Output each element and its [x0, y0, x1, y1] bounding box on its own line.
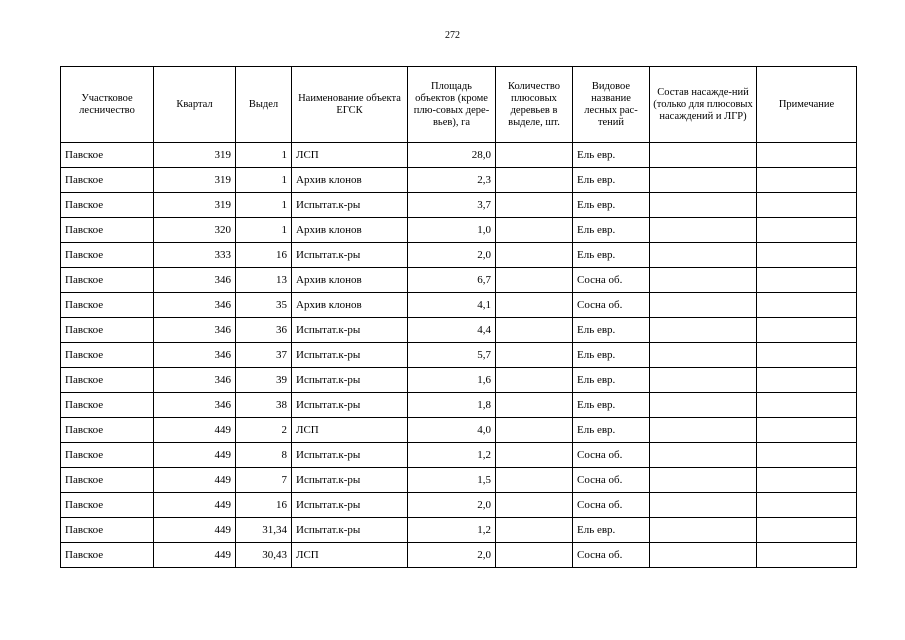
forest-objects-table: [60, 66, 857, 568]
table-row: [61, 268, 857, 293]
cell-district: Павское: [61, 168, 154, 193]
cell-composition: [650, 268, 757, 293]
table-row: [61, 468, 857, 493]
cell-quarter: 449: [154, 493, 236, 518]
cell-section: 7: [236, 468, 292, 493]
cell-area: 3,7: [408, 193, 496, 218]
cell-district: Павское: [61, 268, 154, 293]
cell-composition: [650, 193, 757, 218]
cell-district: Павское: [61, 518, 154, 543]
cell-composition: [650, 543, 757, 568]
cell-section: 16: [236, 243, 292, 268]
header-object-name: Наименование объекта ЕГСК: [292, 67, 408, 143]
cell-composition: [650, 143, 757, 168]
cell-tree-count: [496, 193, 573, 218]
cell-note: [757, 418, 857, 443]
cell-species: Ель евр.: [573, 343, 650, 368]
cell-composition: [650, 468, 757, 493]
cell-tree-count: [496, 418, 573, 443]
cell-quarter: 319: [154, 143, 236, 168]
cell-note: [757, 243, 857, 268]
cell-quarter: 449: [154, 443, 236, 468]
cell-tree-count: [496, 393, 573, 418]
cell-composition: [650, 418, 757, 443]
cell-quarter: 449: [154, 468, 236, 493]
cell-area: 6,7: [408, 268, 496, 293]
cell-section: 13: [236, 268, 292, 293]
cell-species: Сосна об.: [573, 268, 650, 293]
header-district: Участковое лесничество: [61, 67, 154, 143]
cell-species: Ель евр.: [573, 168, 650, 193]
cell-note: [757, 293, 857, 318]
cell-species: Сосна об.: [573, 543, 650, 568]
cell-tree-count: [496, 368, 573, 393]
cell-quarter: 319: [154, 193, 236, 218]
cell-composition: [650, 168, 757, 193]
cell-area: 1,5: [408, 468, 496, 493]
cell-species: Сосна об.: [573, 293, 650, 318]
cell-area: 28,0: [408, 143, 496, 168]
cell-quarter: 333: [154, 243, 236, 268]
cell-object-name: Испытат.к-ры: [292, 468, 408, 493]
cell-district: Павское: [61, 243, 154, 268]
cell-object-name: Испытат.к-ры: [292, 443, 408, 468]
header-quarter: Квартал: [154, 67, 236, 143]
cell-note: [757, 368, 857, 393]
cell-area: 1,0: [408, 218, 496, 243]
cell-object-name: Архив клонов: [292, 218, 408, 243]
header-note: Примечание: [757, 67, 857, 143]
cell-section: 36: [236, 318, 292, 343]
cell-area: 2,0: [408, 243, 496, 268]
table-header-row: [61, 67, 857, 143]
cell-composition: [650, 318, 757, 343]
cell-quarter: 346: [154, 368, 236, 393]
cell-object-name: Испытат.к-ры: [292, 243, 408, 268]
cell-section: 1: [236, 143, 292, 168]
cell-note: [757, 318, 857, 343]
cell-tree-count: [496, 293, 573, 318]
header-area: Площадь объектов (кроме плю-совых дере-вьев), га: [408, 67, 496, 143]
page-number: 272: [445, 30, 460, 41]
table-row: [61, 418, 857, 443]
cell-quarter: 449: [154, 543, 236, 568]
cell-species: Ель евр.: [573, 218, 650, 243]
table-body: [61, 143, 857, 568]
cell-section: 37: [236, 343, 292, 368]
cell-district: Павское: [61, 543, 154, 568]
cell-note: [757, 468, 857, 493]
cell-tree-count: [496, 243, 573, 268]
cell-tree-count: [496, 168, 573, 193]
cell-district: Павское: [61, 318, 154, 343]
header-species: Видовое название лесных рас-тений: [573, 67, 650, 143]
cell-section: 16: [236, 493, 292, 518]
cell-area: 2,0: [408, 543, 496, 568]
cell-note: [757, 193, 857, 218]
cell-tree-count: [496, 518, 573, 543]
cell-species: Ель евр.: [573, 393, 650, 418]
cell-tree-count: [496, 543, 573, 568]
cell-section: 8: [236, 443, 292, 468]
table-row: [61, 393, 857, 418]
table-row: [61, 518, 857, 543]
cell-district: Павское: [61, 193, 154, 218]
cell-note: [757, 168, 857, 193]
cell-district: Павское: [61, 418, 154, 443]
cell-species: Ель евр.: [573, 143, 650, 168]
cell-quarter: 320: [154, 218, 236, 243]
cell-section: 1: [236, 168, 292, 193]
cell-note: [757, 493, 857, 518]
cell-note: [757, 393, 857, 418]
cell-note: [757, 343, 857, 368]
cell-object-name: ЛСП: [292, 418, 408, 443]
cell-tree-count: [496, 143, 573, 168]
cell-section: 1: [236, 218, 292, 243]
cell-area: 2,3: [408, 168, 496, 193]
cell-district: Павское: [61, 293, 154, 318]
cell-section: 38: [236, 393, 292, 418]
cell-section: 35: [236, 293, 292, 318]
cell-quarter: 449: [154, 518, 236, 543]
cell-district: Павское: [61, 218, 154, 243]
header-section: Выдел: [236, 67, 292, 143]
cell-tree-count: [496, 493, 573, 518]
table-row: [61, 168, 857, 193]
cell-object-name: Архив клонов: [292, 293, 408, 318]
cell-area: 2,0: [408, 493, 496, 518]
header-composition: Состав насажде-ний (только для плюсовых насаждений и ЛГР): [650, 67, 757, 143]
cell-composition: [650, 343, 757, 368]
cell-composition: [650, 393, 757, 418]
table-row: [61, 443, 857, 468]
cell-area: 5,7: [408, 343, 496, 368]
cell-area: 1,6: [408, 368, 496, 393]
cell-quarter: 346: [154, 268, 236, 293]
cell-note: [757, 143, 857, 168]
cell-note: [757, 218, 857, 243]
cell-area: 4,4: [408, 318, 496, 343]
cell-quarter: 319: [154, 168, 236, 193]
cell-species: Ель евр.: [573, 418, 650, 443]
cell-object-name: ЛСП: [292, 143, 408, 168]
cell-tree-count: [496, 343, 573, 368]
cell-quarter: 346: [154, 393, 236, 418]
cell-composition: [650, 243, 757, 268]
cell-district: Павское: [61, 443, 154, 468]
cell-object-name: Испытат.к-ры: [292, 368, 408, 393]
table-row: [61, 143, 857, 168]
cell-district: Павское: [61, 368, 154, 393]
table-row: [61, 318, 857, 343]
table-row: [61, 543, 857, 568]
cell-composition: [650, 368, 757, 393]
cell-area: 4,1: [408, 293, 496, 318]
cell-section: 31,34: [236, 518, 292, 543]
table-row: [61, 243, 857, 268]
cell-object-name: Испытат.к-ры: [292, 318, 408, 343]
table-row: [61, 218, 857, 243]
cell-area: 1,2: [408, 518, 496, 543]
cell-quarter: 346: [154, 343, 236, 368]
cell-composition: [650, 218, 757, 243]
cell-species: Ель евр.: [573, 318, 650, 343]
cell-district: Павское: [61, 343, 154, 368]
cell-species: Ель евр.: [573, 368, 650, 393]
cell-species: Ель евр.: [573, 193, 650, 218]
table-row: [61, 193, 857, 218]
cell-district: Павское: [61, 493, 154, 518]
cell-composition: [650, 518, 757, 543]
cell-species: Сосна об.: [573, 443, 650, 468]
header-tree-count: Количество плюсовых деревьев в выделе, шт.: [496, 67, 573, 143]
cell-species: Сосна об.: [573, 493, 650, 518]
cell-tree-count: [496, 468, 573, 493]
cell-object-name: Архив клонов: [292, 168, 408, 193]
cell-district: Павское: [61, 143, 154, 168]
cell-object-name: Испытат.к-ры: [292, 518, 408, 543]
cell-composition: [650, 443, 757, 468]
cell-tree-count: [496, 318, 573, 343]
cell-tree-count: [496, 218, 573, 243]
table-row: [61, 493, 857, 518]
cell-object-name: Испытат.к-ры: [292, 193, 408, 218]
cell-composition: [650, 493, 757, 518]
cell-note: [757, 518, 857, 543]
cell-note: [757, 443, 857, 468]
cell-district: Павское: [61, 393, 154, 418]
cell-object-name: Испытат.к-ры: [292, 493, 408, 518]
cell-area: 1,2: [408, 443, 496, 468]
cell-species: Ель евр.: [573, 518, 650, 543]
cell-object-name: Испытат.к-ры: [292, 343, 408, 368]
cell-tree-count: [496, 443, 573, 468]
cell-object-name: Архив клонов: [292, 268, 408, 293]
table-row: [61, 293, 857, 318]
cell-area: 4,0: [408, 418, 496, 443]
cell-quarter: 449: [154, 418, 236, 443]
cell-object-name: ЛСП: [292, 543, 408, 568]
cell-section: 30,43: [236, 543, 292, 568]
cell-species: Ель евр.: [573, 243, 650, 268]
cell-note: [757, 268, 857, 293]
cell-note: [757, 543, 857, 568]
cell-area: 1,8: [408, 393, 496, 418]
table-row: [61, 368, 857, 393]
cell-quarter: 346: [154, 293, 236, 318]
cell-species: Сосна об.: [573, 468, 650, 493]
cell-section: 2: [236, 418, 292, 443]
cell-composition: [650, 293, 757, 318]
cell-quarter: 346: [154, 318, 236, 343]
cell-district: Павское: [61, 468, 154, 493]
cell-object-name: Испытат.к-ры: [292, 393, 408, 418]
table-row: [61, 343, 857, 368]
cell-section: 39: [236, 368, 292, 393]
cell-section: 1: [236, 193, 292, 218]
cell-tree-count: [496, 268, 573, 293]
